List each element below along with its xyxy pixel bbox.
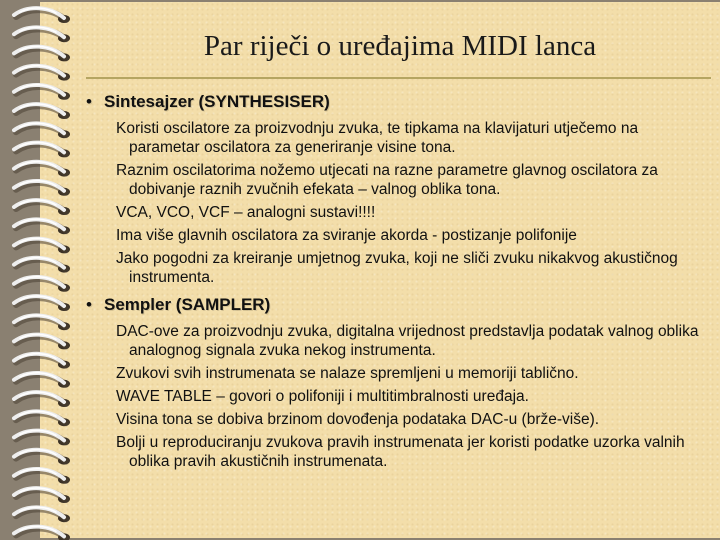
- list-item: VCA, VCO, VCF – analogni sustavi!!!!: [116, 204, 376, 221]
- list-item: Visina tona se dobiva brzinom dovođenja podataka DAC-u (brže-više).: [116, 411, 600, 428]
- slide-content: [82, 90, 712, 477]
- binding-ring: [14, 142, 70, 157]
- binding-ring: [14, 85, 70, 100]
- binding-ring: [14, 296, 70, 311]
- title-underline: [86, 77, 711, 79]
- spiral-binding-icon: [0, 0, 80, 540]
- binding-ring: [14, 104, 70, 119]
- binding-ring: [14, 46, 70, 61]
- binding-ring: [14, 123, 70, 138]
- binding-ring: [14, 315, 70, 330]
- binding-ring: [14, 469, 70, 484]
- binding-ring: [14, 334, 70, 349]
- section-heading-text: Sempler (SAMPLER): [104, 295, 271, 314]
- list-item: WAVE TABLE – govori o polifoniji i multitimbralnosti uređaja.: [116, 388, 529, 405]
- binding-ring: [14, 450, 70, 465]
- synthesiser-list: [82, 114, 712, 293]
- list-item: Koristi oscilatore za proizvodnju zvuka, te tipkama na klavijaturi utječemo na parametar oscilatora za generiranje visine tona.: [116, 120, 639, 156]
- binding-ring: [14, 526, 70, 540]
- binding-ring: [14, 392, 70, 407]
- binding-ring: [14, 219, 70, 234]
- binding-ring: [14, 277, 70, 292]
- binding-ring: [14, 507, 70, 522]
- list-item: Ima više glavnih oscilatora za sviranje akorda - postizanje polifonije: [116, 227, 577, 244]
- bullet-dot-icon: •: [86, 295, 92, 314]
- bullet-dot-icon: •: [86, 92, 92, 111]
- binding-ring: [14, 238, 70, 253]
- slide-title: Par riječi o uređajima MIDI lanca: [203, 30, 597, 62]
- section-heading-sampler: [82, 293, 712, 317]
- binding-ring: [14, 373, 70, 388]
- binding-ring: [14, 181, 70, 196]
- list-item: Jako pogodni za kreiranje umjetnog zvuka, koji ne sliči zvuku nikakvog akustičnog instrumenta.: [116, 250, 678, 286]
- list-item: DAC-ove za proizvodnju zvuka, digitalna vrijednost predstavlja podatak valnog oblika analognog signala zvuka nekog instrumenta.: [116, 323, 699, 359]
- binding-ring: [14, 488, 70, 503]
- binding-ring: [14, 354, 70, 369]
- binding-ring: [14, 162, 70, 177]
- sampler-list: [82, 317, 712, 477]
- binding-ring: [14, 430, 70, 445]
- section-heading-synthesiser: [82, 90, 712, 114]
- list-item: Bolji u reproduciranju zvukova pravih instrumenata jer koristi podatke uzorka valnih oblika pravih akustičnih instrumenata.: [116, 434, 685, 470]
- binding-ring: [14, 200, 70, 215]
- list-item: Raznim oscilatorima nožemo utjecati na razne parametre glavnog oscilatora za dobivanje raznih zvučnih efekata – valnog oblika tona.: [116, 162, 658, 198]
- binding-ring: [14, 66, 70, 81]
- section-heading-text: Sintesajzer (SYNTHESISER): [104, 92, 330, 111]
- binding-ring: [14, 8, 70, 23]
- binding-ring: [14, 258, 70, 273]
- list-item: Zvukovi svih instrumenata se nalaze spremljeni u memoriji tablično.: [116, 365, 579, 382]
- binding-ring: [14, 27, 70, 42]
- binding-ring: [14, 411, 70, 426]
